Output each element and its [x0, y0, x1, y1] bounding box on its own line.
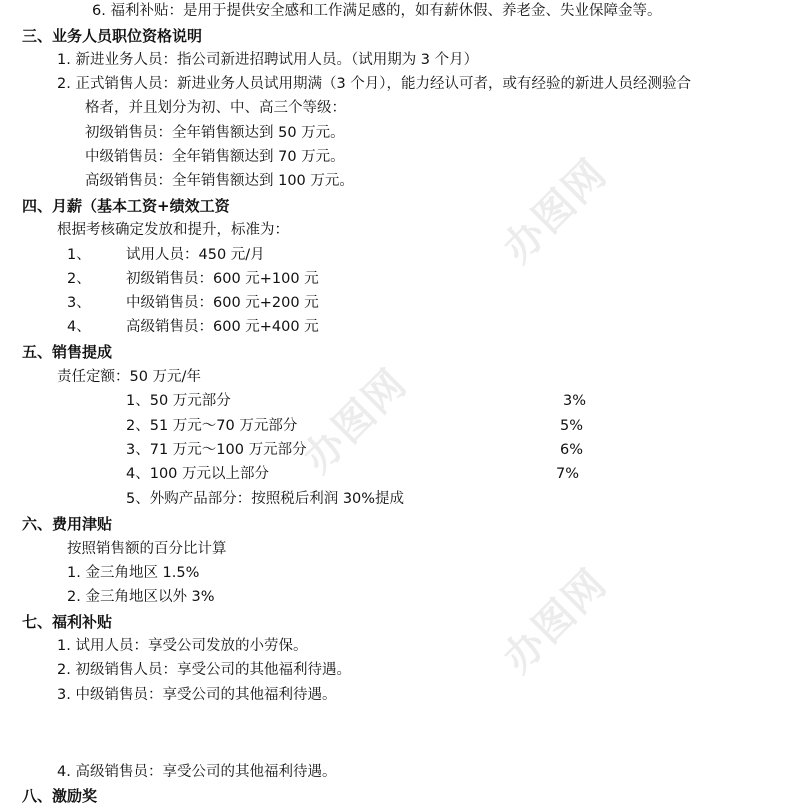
list-item: 试用人员：450 元/月 [126, 247, 265, 263]
list-item: 1、50 万元部分 [126, 393, 231, 409]
section-heading: 七、福利补贴 [22, 613, 113, 631]
list-number: 3、 [67, 295, 91, 311]
section-heading: 五、销售提成 [22, 343, 113, 361]
paragraph: 责任定额：50 万元/年 [57, 369, 201, 385]
list-item: 2. 正式销售人员：新进业务人员试用期满（3 个月），能力经认可者，或有经验的新进人员经测验合 [57, 76, 692, 92]
paragraph: 按照销售额的百分比计算 [67, 541, 227, 557]
list-item: 3. 中级销售员：享受公司的其他福利待遇。 [57, 687, 337, 703]
percent-value: 7% [556, 466, 580, 482]
list-item: 中级销售员：全年销售额达到 70 万元。 [85, 149, 345, 165]
list-item: 1. 新进业务人员：指公司新进招聘试用人员。（试用期为 3 个月） [57, 52, 479, 68]
list-item: 高级销售员：600 元+400 元 [126, 319, 319, 335]
paragraph: 根据考核确定发放和提升，标准为： [57, 222, 289, 238]
list-number: 4、 [67, 319, 91, 335]
section-heading: 三、业务人员职位资格说明 [22, 27, 203, 45]
list-number: 2、 [67, 271, 91, 287]
list-item: 2. 金三角地区以外 3% [67, 589, 215, 605]
list-item: 1. 试用人员：享受公司发放的小劳保。 [57, 638, 308, 654]
list-item: 4、100 万元以上部分 [126, 466, 270, 482]
watermark: 办图网 [294, 360, 417, 482]
percent-value: 3% [563, 393, 587, 409]
list-item: 初级销售员：600 元+100 元 [126, 271, 319, 287]
list-item: 中级销售员：600 元+200 元 [126, 295, 319, 311]
percent-value: 5% [560, 418, 584, 434]
list-item: 5、外购产品部分：按照税后利润 30%提成 [126, 491, 405, 507]
list-item: 初级销售员：全年销售额达到 50 万元。 [85, 125, 345, 141]
list-item: 2. 初级销售人员：享受公司的其他福利待遇。 [57, 662, 351, 678]
list-item: 2、51 万元～70 万元部分 [126, 418, 298, 434]
list-item: 格者，并且划分为初、中、高三个等级： [85, 100, 346, 116]
section-heading: 六、费用津贴 [22, 515, 113, 533]
section-heading: 八、激励奖 [22, 787, 98, 805]
list-item: 4. 高级销售员：享受公司的其他福利待遇。 [57, 764, 337, 780]
list-number: 1、 [67, 247, 91, 263]
percent-value: 6% [560, 442, 584, 458]
watermark: 办图网 [494, 560, 617, 682]
list-item: 6. 福利补贴：是用于提供安全感和工作满足感的，如有薪休假、养老金、失业保障金等。 [92, 3, 662, 19]
list-item: 高级销售员：全年销售额达到 100 万元。 [85, 173, 354, 189]
list-item: 3、71 万元～100 万元部分 [126, 442, 307, 458]
list-item: 1. 金三角地区 1.5% [67, 565, 200, 581]
watermark: 办图网 [494, 150, 617, 272]
section-heading: 四、月薪（基本工资+绩效工资 [22, 197, 230, 215]
